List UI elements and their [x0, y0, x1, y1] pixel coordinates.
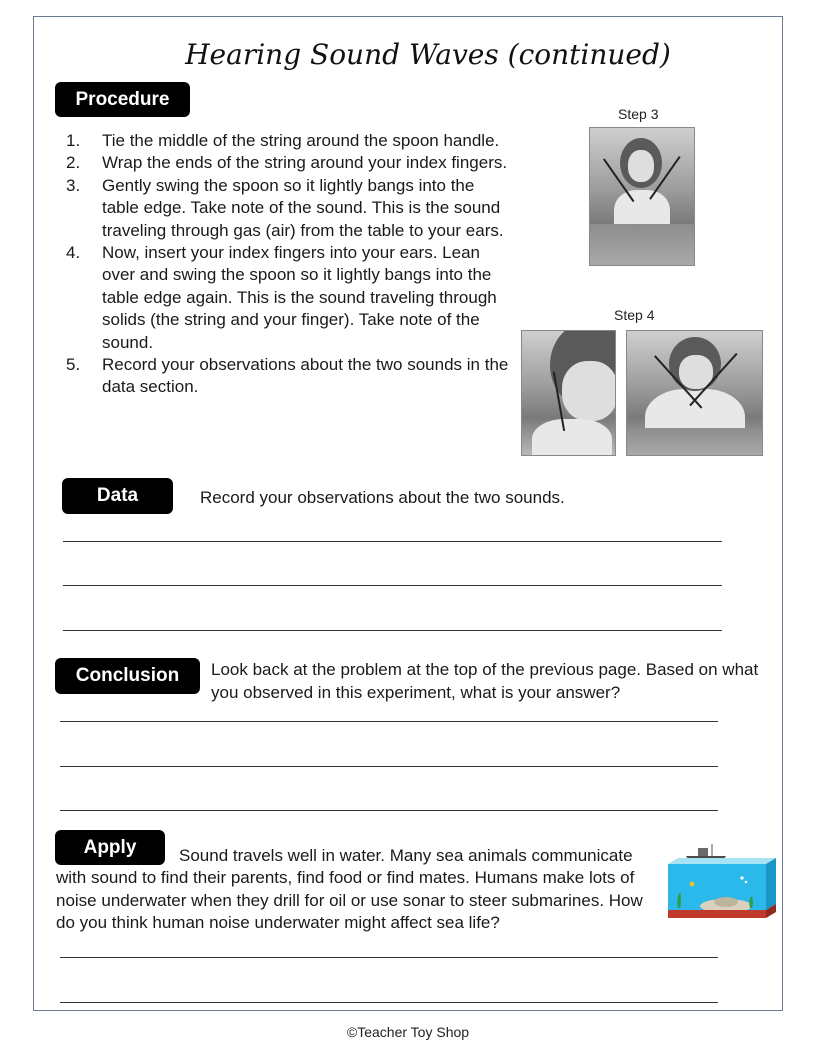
data-answer-line[interactable]	[63, 541, 722, 542]
procedure-step: 2. Wrap the ends of the string around your index fingers.	[66, 153, 508, 173]
procedure-steps	[62, 130, 512, 399]
procedure-heading: Procedure	[55, 82, 190, 117]
data-answer-line[interactable]	[63, 585, 722, 586]
procedure-step: 4. Now, insert your index fingers into your ears. Lean over and swing the spoon so it lightly bangs into the table edge again. This is the sound traveling through solids (the string and your finger). Take note of the sound.	[66, 243, 497, 352]
apply-heading: Apply	[55, 830, 165, 865]
fish-icon	[690, 882, 695, 887]
data-prompt: Record your observations about the two sounds.	[200, 488, 565, 507]
step4-photo-right	[626, 330, 763, 456]
data-answer-line[interactable]	[63, 630, 722, 631]
copyright-footer: ©Teacher Toy Shop	[346, 1024, 470, 1040]
data-heading: Data	[62, 478, 173, 514]
procedure-step: 3. Gently swing the spoon so it lightly bangs into the table edge. Take note of the sound. This is the sound traveling through gas (air) from the table to your ears.	[66, 175, 504, 240]
step3-photo	[589, 127, 695, 266]
conclusion-answer-line[interactable]	[60, 766, 718, 767]
apply-prompt: Sound travels well in water. Many sea animals communicate with sound to find their parents, find food or find mates. Humans make lots of noise underwater when they drill for oil or use sonar to steer submarines. How do you think human noise underwater might affect sea life?	[56, 846, 643, 933]
page-title: Hearing Sound Waves (continued)	[185, 38, 671, 71]
step4-photo-left	[521, 330, 616, 456]
ocean-tank-illustration	[664, 842, 780, 922]
apply-answer-line[interactable]	[60, 957, 718, 958]
apply-answer-line[interactable]	[60, 1002, 718, 1003]
procedure-step: 1. Tie the middle of the string around the spoon handle.	[66, 131, 500, 150]
conclusion-answer-line[interactable]	[60, 810, 718, 811]
step3-caption: Step 3	[618, 106, 659, 122]
procedure-step: 5. Record your observations about the two sounds in the data section.	[66, 355, 509, 397]
conclusion-answer-line[interactable]	[60, 721, 718, 722]
step4-caption: Step 4	[614, 307, 655, 323]
conclusion-heading: Conclusion	[55, 658, 200, 694]
conclusion-prompt: Look back at the problem at the top of the previous page. Based on what you observed in this experiment, what is your answer?	[211, 660, 759, 702]
